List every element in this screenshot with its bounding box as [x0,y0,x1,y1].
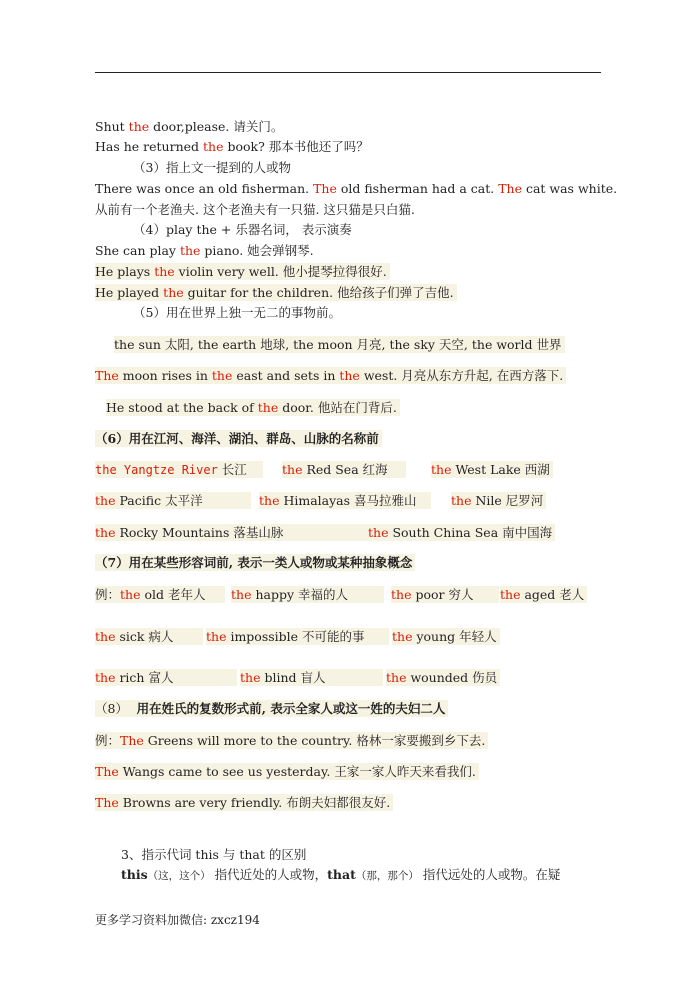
adjectives-row-1-col-3: the poor 穷人 [391,586,499,604]
example-line-fisherman-zh: 从前有一个老渔夫. 这个老渔夫有一只猫. 这只猫是只白猫. [95,202,415,217]
adjectives-row-3-col-3: the wounded 伤员 [386,669,500,687]
names-row-2-col-2: the Himalayas 喜马拉雅山 [259,492,431,510]
rule-heading-4: （4）play the + 乐器名词， 表示演奏 [133,222,352,237]
footer-note: 更多学习资料加微信: zxcz194 [95,913,260,927]
rule-heading-5: （5）用在世界上独一无二的事物前。 [133,305,341,320]
example-line-returned-book: Has he returned the book? 那本书他还了吗？ [95,139,369,154]
example-line-violin: He plays the violin very well. 他小提琴拉得很好. [95,263,390,281]
rule-heading-3: （3）指上文一提到的人或物 [133,160,291,175]
example-line-door: He stood at the back of the door. 他站在门背后. [106,399,400,417]
adjectives-row-1-col-2: the happy 幸福的人 [231,586,384,604]
example-line-moon: The moon rises in the east and sets in the west. 月亮从东方升起, 在西方落下. [95,367,566,385]
adjectives-row-2-col-2: the impossible 不可能的事 [206,628,389,646]
names-row-2: the Pacific 太平洋 [95,492,251,510]
rule-heading-6: （6）用在江河、海洋、湖泊、群岛、山脉的名称前 [95,430,382,448]
adjectives-row-3: the rich 富人 [95,669,237,687]
adjectives-row-2-col-3: the young 年轻人 [392,628,500,646]
adjectives-row-2: the sick 病人 [95,628,203,646]
names-row-1-col-2: the Red Sea 红海 [282,461,406,479]
example-line-wangs: The Wangs came to see us yesterday. 王家一家人昨天来看我们. [95,763,479,781]
section-3-body: this（这，这个） 指代近处的人或物，that（那，那个） 指代远处的人或物。在疑 [121,867,561,882]
example-line-guitar: He played the guitar for the children. 他给孩子们弹了吉他. [95,284,457,302]
adjectives-row-3-col-2: the blind 盲人 [240,669,383,687]
names-row-1: the Yangtze River 长江 [95,461,263,479]
example-line-shut-door: Shut the door,please. 请关门。 [95,119,284,134]
rule-heading-8: （8） 用在姓氏的复数形式前, 表示全家人或这一姓的夫妇二人 [95,700,448,718]
example-line-fisherman-en: There was once an old fisherman. The old fisherman had a cat. The cat was white. [95,181,618,196]
names-row-2-col-3: the Nile 尼罗河 [451,492,546,510]
names-row-3-col-2: the South China Sea 南中国海 [368,524,555,542]
example-line-browns: The Browns are very friendly. 布朗夫妇都很友好. [95,794,393,812]
names-row-1-col-3: the West Lake 西湖 [431,461,553,479]
rule-heading-7: （7）用在某些形容词前, 表示一类人或物或某种抽象概念 [95,554,415,572]
example-line-piano: She can play the piano. 她会弹钢琴. [95,243,314,258]
adjectives-row-1-col-4: the aged 老人 [500,586,587,604]
example-line-greens: 例：The Greens will more to the country. 格林一家要搬到乡下去. [95,732,488,750]
names-row-3: the Rocky Mountains 落基山脉 [95,524,371,542]
adjectives-row-1: 例：the old 老年人 [95,586,225,604]
unique-things-list: the sun 太阳, the earth 地球, the moon 月亮, the sky 天空, the world 世界 [114,336,565,354]
section-3-heading: 3、指示代词 this 与 that 的区别 [121,847,307,862]
header-rule [95,72,601,73]
